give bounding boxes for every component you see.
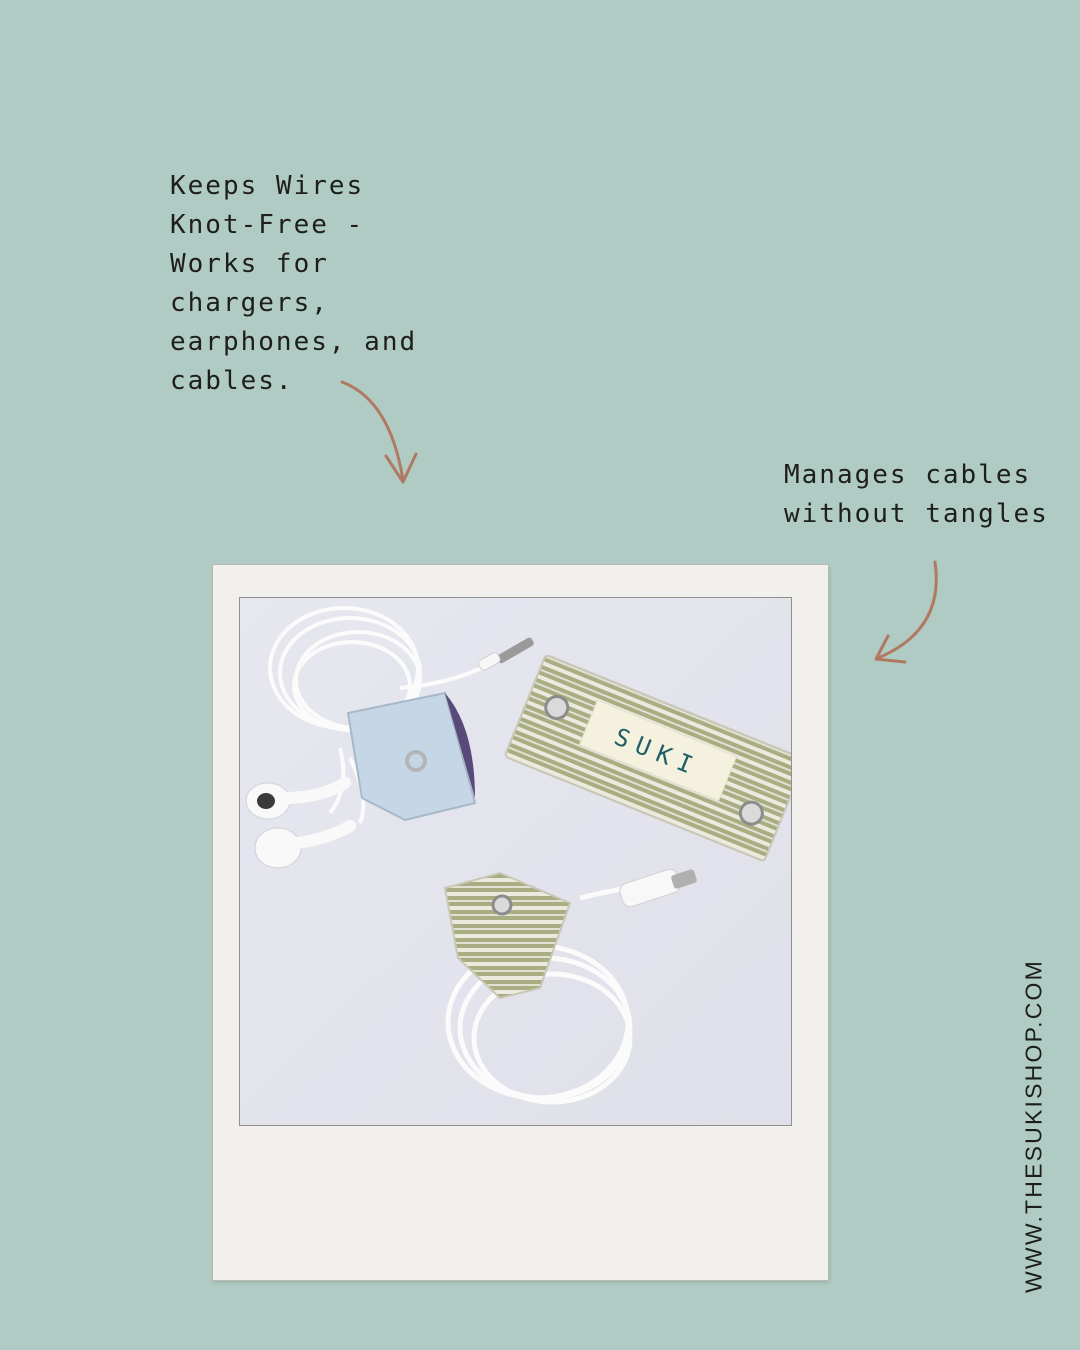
caption-line: earphones, and (170, 327, 418, 357)
curved-arrow-icon (330, 370, 430, 500)
blue-cable-organizer (348, 693, 475, 820)
caption-line: Knot-Free - (170, 210, 365, 240)
caption-manages-cables (784, 456, 1049, 534)
caption-line: Manages cables (784, 460, 1032, 490)
website-url: WWW.THESUKISHOP.COM (1020, 959, 1047, 1293)
caption-line: Keeps Wires (170, 171, 365, 201)
caption-line: Works for (170, 249, 329, 279)
product-photo (240, 598, 791, 1125)
caption-line: cables. (170, 366, 294, 396)
caption-line: chargers, (170, 288, 329, 318)
caption-knot-free (170, 167, 420, 401)
polaroid-frame (213, 565, 828, 1280)
curved-arrow-icon (860, 550, 960, 680)
caption-line: without tangles (784, 499, 1049, 529)
tag-label: SUKI (610, 722, 705, 783)
